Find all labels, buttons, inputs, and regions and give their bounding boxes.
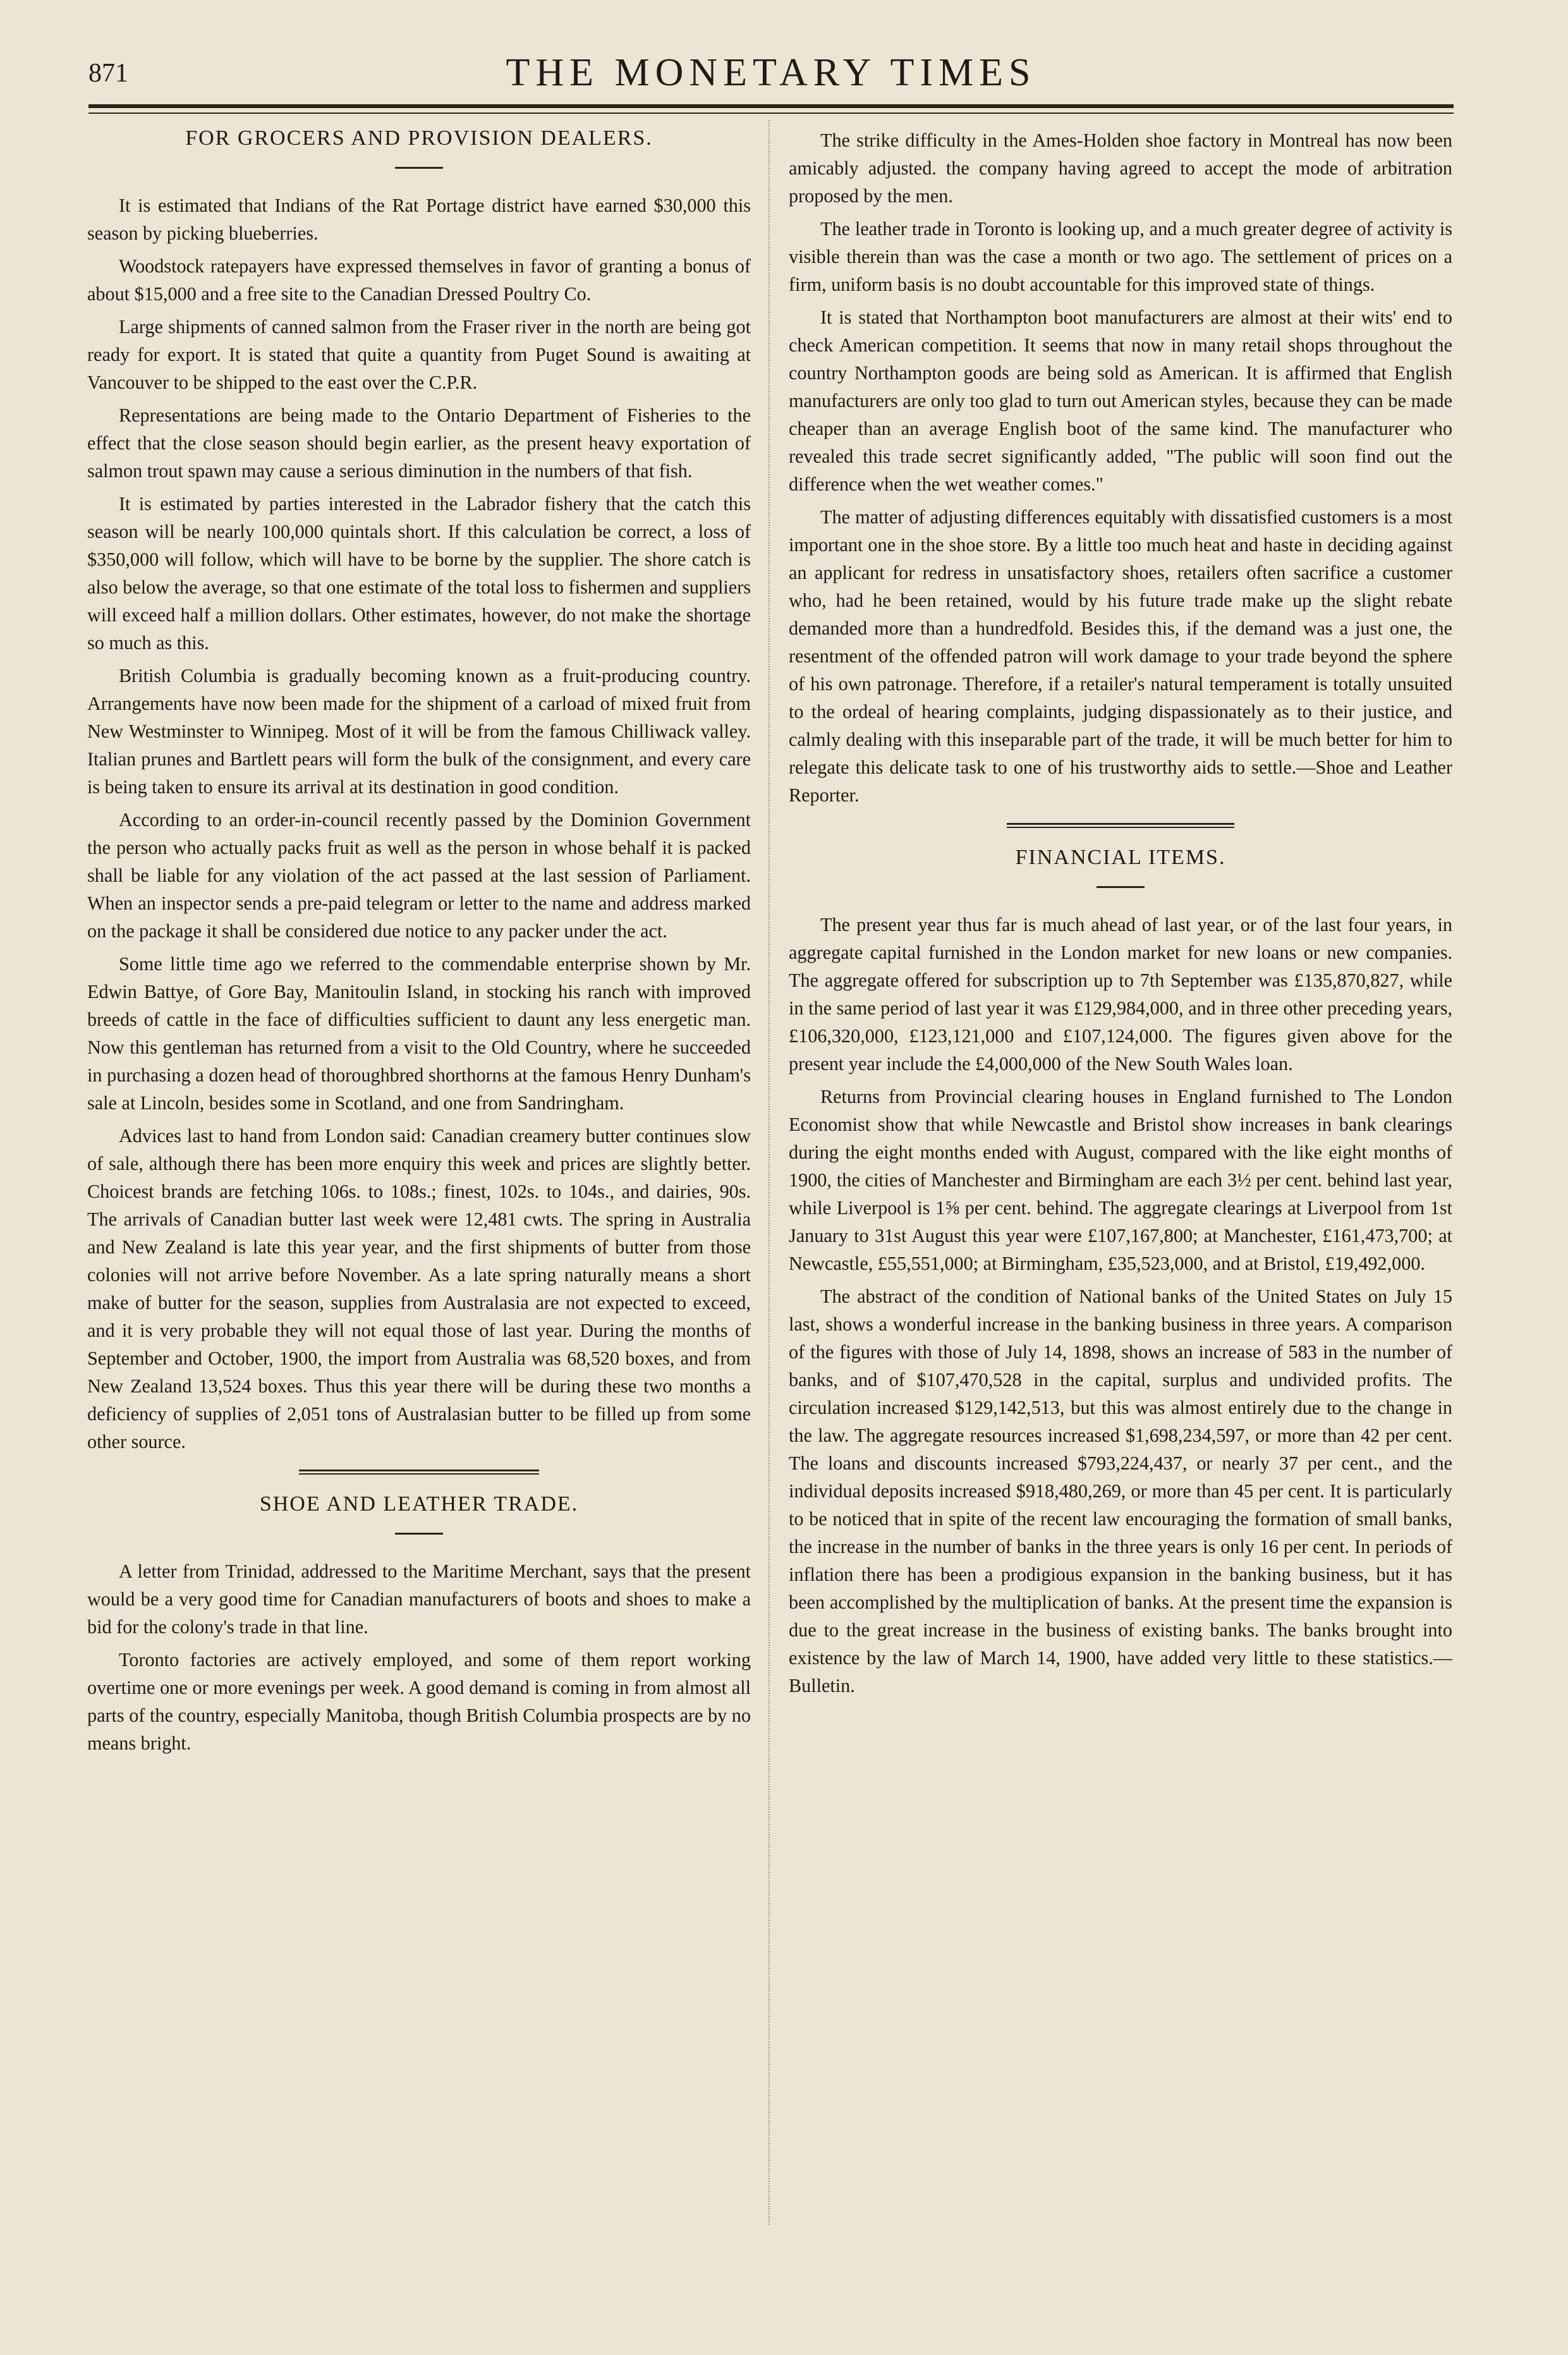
article-paragraph: The matter of adjusting differences equitably with dissatisfied customers is a most important one in the shoe store. By a little too much heat and haste in deciding against an applicant for redress in unsatisfactory shoes, retailers often sacrifice a customer who, had he been retained, would by his future trade make up the slight rebate demanded more than a hundredfold. Besides this, if the demand was a just one, the resentment of the offended patron will work damage to your trade beyond the sphere of his own patronage. Therefore, if a retailer's natural temperament is totally unsuited to the ordeal of hearing complaints, judging dispassionately as to their justice, and calmly dealing with this inseparable part of the trade, it will be much better for him to relegate this delicate task to one of his trustworthy aids to settle.—Shoe and Leather Reporter. — [789, 506, 1452, 806]
article-paragraph: The strike difficulty in the Ames-Holden shoe factory in Montreal has now been amicably adjusted. the company having agreed to accept the mode of arbitration proposed by the men. — [789, 130, 1452, 207]
article-paragraph: Woodstock ratepayers have expressed themselves in favor of granting a bonus of about $15,000 and a free site to the Canadian Dressed Poultry Co. — [87, 255, 751, 305]
section-heading-shoe-leather: SHOE AND LEATHER TRADE. — [259, 1492, 579, 1516]
article-paragraph: According to an order-in-council recently passed by the Dominion Government the person who actually packs fruit as well as the person in whose behalf it is packed shall be liable for any violation of the act passed at the last session of Parliament. When an inspector sends a pre-paid telegram or letter to the name and address marked on the package it shall be considered due notice to any packer under the act. — [87, 809, 751, 942]
header-rule-thick — [88, 104, 1454, 108]
article-paragraph: Representations are being made to the Ontario Department of Fisheries to the effect that the close season should begin earlier, as the present heavy exportation of salmon trout spawn may cause a serious diminution in the numbers of that fish. — [87, 405, 751, 482]
article-paragraph: Some little time ago we referred to the commendable enterprise shown by Mr. Edwin Battye, of Gore Bay, Manitoulin Island, in stocking his ranch with improved breeds of cattle in the face of difficulties sufficient to daunt any less energetic man. Now this gentleman has returned from a visit to the Old Country, where he succeeded in purchasing a dozen head of thoroughbred shorthorns at the famous Henry Dunham's sale at Lincoln, besides some in Scotland, and one from Sandringham. — [87, 953, 751, 1114]
article-paragraph: Returns from Provincial clearing houses in England furnished to The London Economist show that while Newcastle and Bristol show increases in bank clearings during the eight months ended with August, compared with the like eight months of 1900, the cities of Manchester and Birmingham are each 3½ per cent. behind last year, while Liverpool is 1⅝ per cent. behind. The aggregate clearings at Liverpool from 1st January to 31st August this year were £107,167,800; at Manchester, £161,473,700; at Newcastle, £55,551,000; at Birmingham, £35,523,000, and at Bristol, £19,492,000. — [789, 1086, 1452, 1274]
header-rule-thin — [88, 113, 1454, 114]
column-divider — [769, 120, 770, 2225]
article-paragraph: Toronto factories are actively employed, and some of them report working overtime one or more evenings per week. A good demand is coming in from almost all parts of the country, especially Manitoba, though British Columbia prospects are by no means bright. — [87, 1649, 751, 1754]
page-number: 871 — [88, 59, 128, 88]
article-paragraph: The abstract of the condition of National banks of the United States on July 15 last, shows a wonderful increase in the banking business in three years. A comparison of the figures with those of July 14, 1898, shows an increase of 583 in the number of banks, and of $107,470,528 in the capital, surplus and undivided profits. The circulation increased $129,142,513, but this was almost entirely due to the change in the law. The aggregate resources increased $1,698,234,597, or more than 42 per cent. The loans and discounts increased $793,224,437, or nearly 37 per cent., and the individual deposits increased $918,480,269, or more than 45 per cent. It is particularly to be noticed that in spite of the recent law encouraging the formation of small banks, the increase in the number of banks in the three years is only 16 per cent. In periods of inflation there has been a prodigious expansion in the banking business, but it has been accomplished by the multiplication of banks. At the present time the expansion is due to the great increase in the business of existing banks. The banks brought into existence by the law of March 14, 1900, have added very little to these statistics.—Bulletin. — [789, 1286, 1452, 1696]
article-paragraph: It is estimated by parties interested in the Labrador fishery that the catch this season will be nearly 100,000 quintals short. If this calculation be correct, a loss of $350,000 will follow, which will have to be borne by the supplier. The shore catch is also below the average, so that one estimate of the total loss to fishermen and suppliers will exceed half a million dollars. Other estimates, however, do not make the shortage so much as this. — [87, 493, 751, 654]
article-paragraph: Large shipments of canned salmon from the Fraser river in the north are being got ready for export. It is stated that quite a quantity from Puget Sound is awaiting at Vancouver to be shipped to the east over the C.P.R. — [87, 316, 751, 393]
left-column — [87, 126, 751, 1762]
masthead-title: THE MONETARY TIMES — [506, 51, 1036, 94]
article-paragraph: British Columbia is gradually becoming known as a fruit-producing country. Arrangements have now been made for the shipment of a carload of mixed fruit from New Westminster to Winnipeg. Most of it will be from the famous Chilliwack valley. Italian prunes and Bartlett pears will form the bulk of the consignment, and every care is being taken to ensure its arrival at its destination in good condition. — [87, 665, 751, 798]
section-heading-grocers: FOR GROCERS AND PROVISION DEALERS. — [185, 126, 653, 150]
heading-rule — [395, 167, 443, 169]
heading-rule — [1097, 886, 1145, 888]
heading-rule — [395, 1533, 443, 1535]
article-paragraph: Advices last to hand from London said: Canadian creamery butter continues slow of sale, although there has been more enquiry this week and prices are slightly better. Choicest brands are fetching 106s. to 108s.; finest, 102s. to 104s., and dairies, 90s. The arrivals of Canadian butter last week were 12,481 cwts. The spring in Australia and New Zealand is late this year year, and the first shipments of butter from those colonies will not arrive before November. As a late spring naturally means a short make of butter for the season, supplies from Australasia are not expected to exceed, and it is very probable they will not equal those of last year. During the months of September and October, 1900, the import from Australia was 68,520 boxes, and from New Zealand 13,524 boxes. Thus this year there will be during these two months a deficiency of supplies of 2,051 tons of Australasian butter to be filled up from some other source. — [87, 1125, 751, 1452]
article-paragraph: The leather trade in Toronto is looking up, and a much greater degree of activity is visible therein than was the case a month or two ago. The settlement of prices on a firm, uniform basis is no doubt accountable for this improved state of things. — [789, 218, 1452, 295]
page-header — [88, 51, 1454, 101]
section-separator — [299, 1470, 539, 1475]
section-separator — [1007, 823, 1234, 828]
right-column — [789, 126, 1452, 1705]
article-paragraph: It is estimated that Indians of the Rat Portage district have earned $30,000 this season by picking blueberries. — [87, 195, 751, 244]
article-paragraph: It is stated that Northampton boot manufacturers are almost at their wits' end to check American competition. It seems that now in many retail shops throughout the country Northampton goods are being sold as American. It is affirmed that English manufacturers are only too glad to turn out American styles, because they can be made cheaper than an average English boot of the same kind. The manufacturer who revealed this trade secret significantly added, "The public will soon find out the difference when the wet weather comes." — [789, 307, 1452, 495]
article-paragraph: A letter from Trinidad, addressed to the Maritime Merchant, says that the present would be a very good time for Canadian manufacturers of boots and shoes to make a bid for the colony's trade in that line. — [87, 1561, 751, 1638]
section-heading-financial: FINANCIAL ITEMS. — [1015, 846, 1226, 869]
article-paragraph: The present year thus far is much ahead of last year, or of the last four years, in aggregate capital furnished in the London market for new loans or new companies. The aggregate offered for subscription up to 7th September was £135,870,827, while in the same period of last year it was £129,984,000, and in three other preceding years, £106,320,000, £123,121,000 and £107,124,000. The figures given above for the present year include the £4,000,000 of the New South Wales loan. — [789, 914, 1452, 1074]
